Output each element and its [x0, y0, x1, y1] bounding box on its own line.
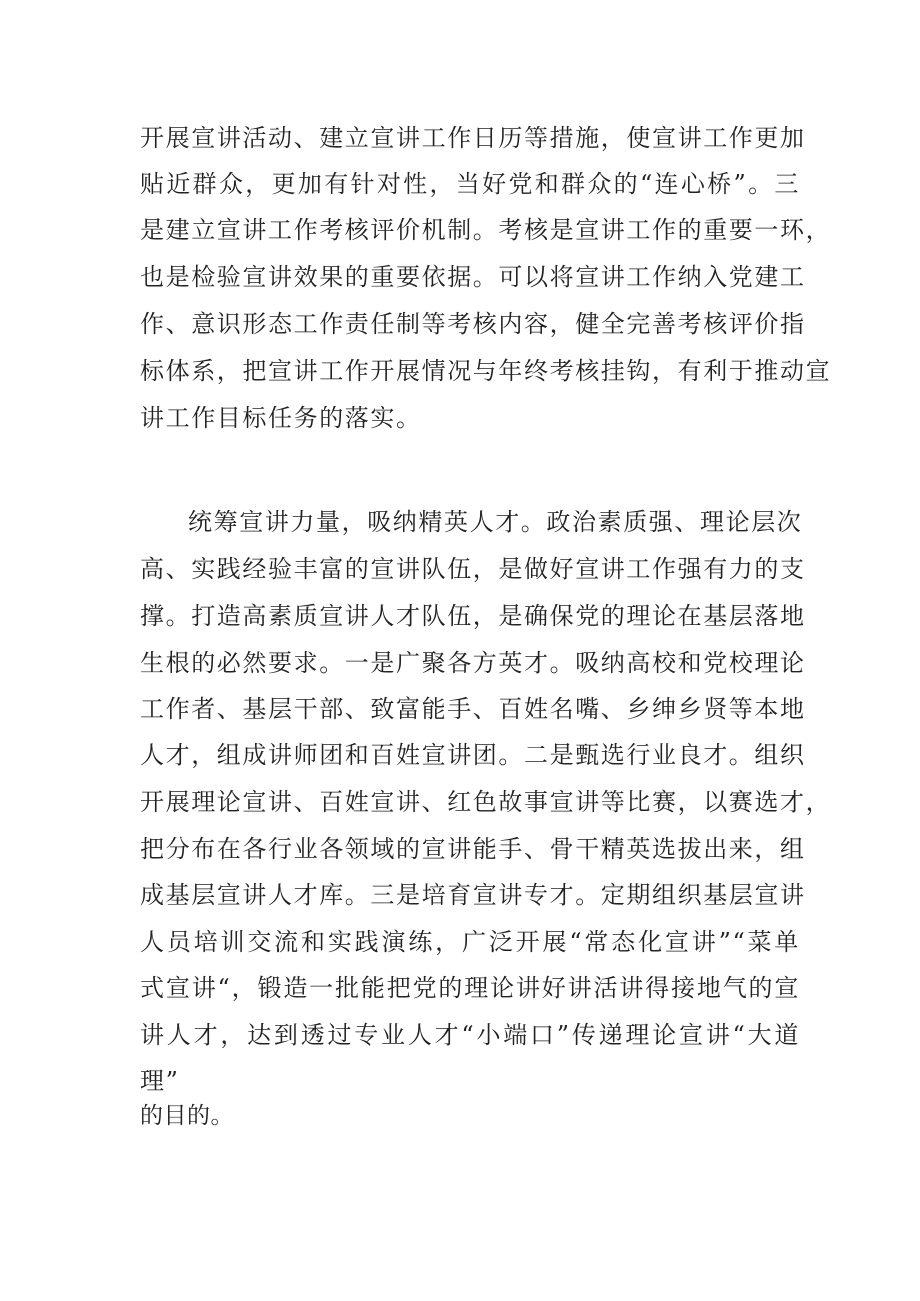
paragraph-1-line: 是建立宣讲工作考核评价机制。考核是宣讲工作的重要一环，	[140, 216, 832, 244]
paragraph-2-line: 理”	[140, 1067, 180, 1095]
paragraph-2-line: 统筹宣讲力量，吸纳精英人才。政治素质强、理论层次	[188, 508, 803, 536]
paragraph-2-line: 人才，组成讲师团和百姓宣讲团。二是甄选行业良才。组织	[140, 741, 806, 769]
paragraph-2-line: 人员培训交流和实践演练，广泛开展“常态化宣讲”“菜单	[140, 928, 800, 956]
paragraph-1-line: 也是检验宣讲效果的重要依据。可以将宣讲工作纳入党建工	[140, 263, 806, 291]
paragraph-2-line: 工作者、基层干部、致富能手、百姓名嘴、乡绅乡贤等本地	[140, 695, 806, 723]
paragraph-2-line: 把分布在各行业各领域的宣讲能手、骨干精英选拔出来，组	[140, 835, 806, 863]
paragraph-2-line: 撑。打造高素质宣讲人才队伍，是确保党的理论在基层落地	[140, 602, 806, 630]
paragraph-1-line: 标体系，把宣讲工作开展情况与年终考核挂钩，有利于推动宣	[140, 357, 832, 385]
paragraph-1-line: 开展宣讲活动、建立宣讲工作日历等措施，使宣讲工作更加	[140, 124, 806, 152]
paragraph-2-line: 讲人才，达到透过专业人才“小端口”传递理论宣讲“大道	[140, 1021, 800, 1049]
paragraph-2-line: 高、实践经验丰富的宣讲队伍，是做好宣讲工作强有力的支	[140, 555, 806, 583]
paragraph-1-line: 作、意识形态工作责任制等考核内容，健全完善考核评价指	[140, 310, 806, 338]
paragraph-2-line: 成基层宣讲人才库。三是培育宣讲专才。定期组织基层宣讲	[140, 881, 806, 909]
paragraph-2-line: 生根的必然要求。一是广聚各方英才。吸纳高校和党校理论	[140, 649, 806, 677]
paragraph-2-line: 式宣讲“，锻造一批能把党的理论讲好讲活讲得接地气的宣	[140, 974, 800, 1002]
paragraph-1-line: 贴近群众，更加有针对性，当好党和群众的“连心桥”。三	[140, 170, 800, 198]
paragraph-1-line: 讲工作目标任务的落实。	[140, 404, 422, 432]
paragraph-2-line: 开展理论宣讲、百姓宣讲、红色故事宣讲等比赛，以赛选才，	[140, 788, 832, 816]
paragraph-2-line: 的目的。	[140, 1103, 234, 1129]
